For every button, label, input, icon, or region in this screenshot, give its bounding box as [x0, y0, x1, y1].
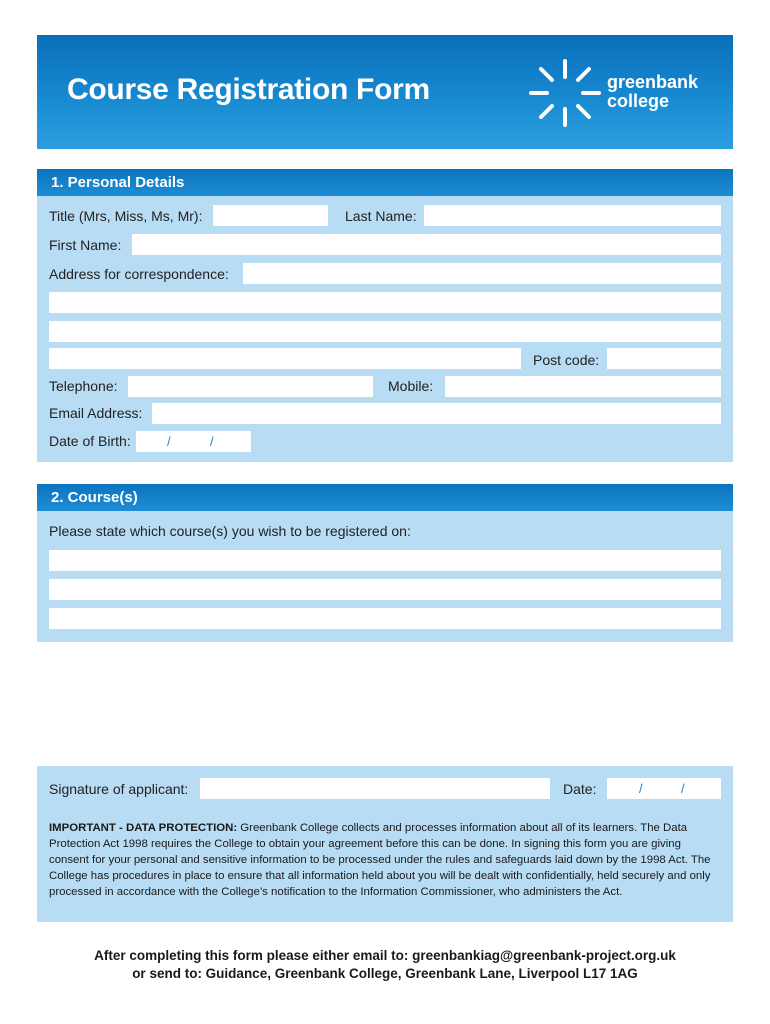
page-title: Course Registration Form — [67, 73, 430, 106]
courses-prompt: Please state which course(s) you wish to be registered on: — [49, 523, 411, 539]
dob-separator-1: / — [167, 434, 171, 449]
telephone-field[interactable] — [128, 376, 373, 397]
signature-date-label: Date: — [563, 781, 597, 797]
data-protection-heading: IMPORTANT - DATA PROTECTION: — [49, 822, 238, 834]
email-field[interactable] — [152, 403, 721, 424]
address-field-line2[interactable] — [49, 292, 721, 313]
address-label: Address for correspondence: — [49, 266, 229, 282]
postcode-field[interactable] — [607, 348, 721, 369]
courses-header — [37, 484, 733, 511]
last-name-field[interactable] — [424, 205, 721, 226]
course-field-2[interactable] — [49, 579, 721, 600]
first-name-field[interactable] — [132, 234, 721, 255]
dob-field[interactable] — [136, 431, 251, 452]
college-logo — [525, 57, 715, 129]
courses-heading: 2. Course(s) — [51, 489, 138, 506]
logo-text-college: college — [607, 91, 670, 111]
course-field-1[interactable] — [49, 550, 721, 571]
title-field[interactable] — [213, 205, 328, 226]
sunburst-logo-icon — [525, 57, 605, 129]
postcode-label: Post code: — [533, 352, 600, 368]
dob-separator-2: / — [210, 434, 214, 449]
signature-date-field[interactable] — [607, 778, 721, 799]
dob-label: Date of Birth: — [49, 433, 131, 449]
telephone-label: Telephone: — [49, 378, 118, 394]
title-label: Title (Mrs, Miss, Ms, Mr): — [49, 208, 203, 224]
email-label: Email Address: — [49, 405, 143, 421]
logo-text-greenbank: greenbank — [607, 72, 699, 92]
address-field-line4[interactable] — [49, 348, 521, 369]
signature-date-separator-2: / — [681, 781, 685, 796]
header-banner — [37, 35, 733, 149]
courses-section — [37, 484, 733, 642]
address-field-line1[interactable] — [243, 263, 721, 284]
signature-section — [37, 766, 733, 922]
personal-details-heading: 1. Personal Details — [51, 174, 185, 191]
personal-details-section — [37, 169, 733, 462]
signature-label: Signature of applicant: — [49, 781, 189, 797]
mobile-label: Mobile: — [388, 378, 434, 394]
personal-details-header — [37, 169, 733, 196]
footer-email-instructions: After completing this form please either email to: greenbankiag@greenbank-project.org.uk — [94, 948, 676, 963]
signature-field[interactable] — [200, 778, 550, 799]
address-field-line3[interactable] — [49, 321, 721, 342]
data-protection-notice — [49, 820, 719, 900]
first-name-label: First Name: — [49, 237, 122, 253]
data-protection-text: Greenbank College collects and processes information about all of its learners. The Data Protection Act 1998 requires the College to obtain your agreement before this can be done. In signing this form you are giving consent for your personal and sensitive information to be processed under the rules and safeguards laid down by the 1998 Act. The College has procedures in place to ensure that all information held about you will be dealt with confidentially, held securely and only processed in accordance with the College’s notification to the Information Commissioner, who administers the Act. — [49, 822, 711, 898]
signature-date-separator-1: / — [639, 781, 643, 796]
mobile-field[interactable] — [445, 376, 721, 397]
course-field-3[interactable] — [49, 608, 721, 629]
last-name-label: Last Name: — [345, 208, 417, 224]
footer-postal-instructions: or send to: Guidance, Greenbank College, Greenbank Lane, Liverpool L17 1AG — [132, 966, 638, 981]
